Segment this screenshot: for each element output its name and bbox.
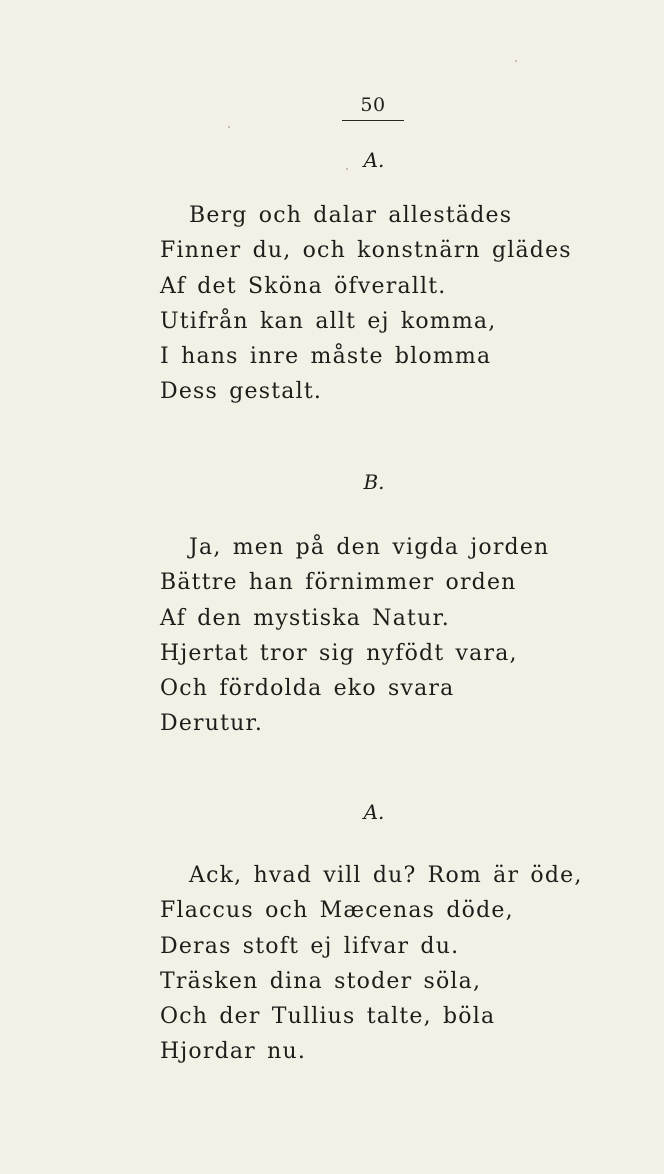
page-number: 50: [360, 94, 386, 116]
verse-line: Derutur.: [160, 711, 264, 737]
verse-line: Berg och dalar allestädes: [189, 203, 513, 228]
paper-speck: [515, 60, 517, 62]
verse-line: Dess gestalt.: [160, 379, 323, 405]
verse-line: Ja, men på den vigda jorden: [189, 535, 550, 560]
verse-line: Bättre han förnimmer orden: [160, 570, 517, 596]
verse-line: Och fördolda eko svara: [160, 676, 455, 702]
paper-speck: [228, 126, 230, 128]
verse-line: Af den mystiska Natur.: [160, 605, 450, 631]
verse-line: Utifrån kan allt ej komma,: [160, 308, 497, 334]
speaker-a-heading: A.: [363, 800, 385, 824]
verse-line: Hjordar nu.: [160, 1039, 307, 1065]
verse-line: Och der Tullius talte, böla: [160, 1004, 496, 1030]
speaker-b-heading: B.: [363, 470, 385, 494]
verse-line: Deras stoft ej lifvar du.: [160, 933, 460, 959]
verse-line: Hjertat tror sig nyfödt vara,: [160, 640, 518, 666]
verse-line: Träsken dina stoder söla,: [160, 968, 482, 994]
verse-line: Flaccus och Mæcenas döde,: [160, 898, 514, 924]
verse-line: I hans inre måste blomma: [160, 344, 492, 370]
stanza-2: [160, 530, 600, 742]
verse-line: Ack, hvad vill du? Rom är öde,: [189, 863, 583, 888]
stanza-3: [160, 858, 600, 1070]
verse-line: Finner du, och konstnärn glädes: [160, 238, 572, 264]
speaker-a-heading: A.: [363, 148, 385, 172]
page-number-rule: [342, 120, 404, 121]
verse-line: Af det Sköna öfverallt.: [160, 273, 447, 299]
paper-speck: [346, 168, 348, 170]
stanza-1: [160, 198, 600, 410]
